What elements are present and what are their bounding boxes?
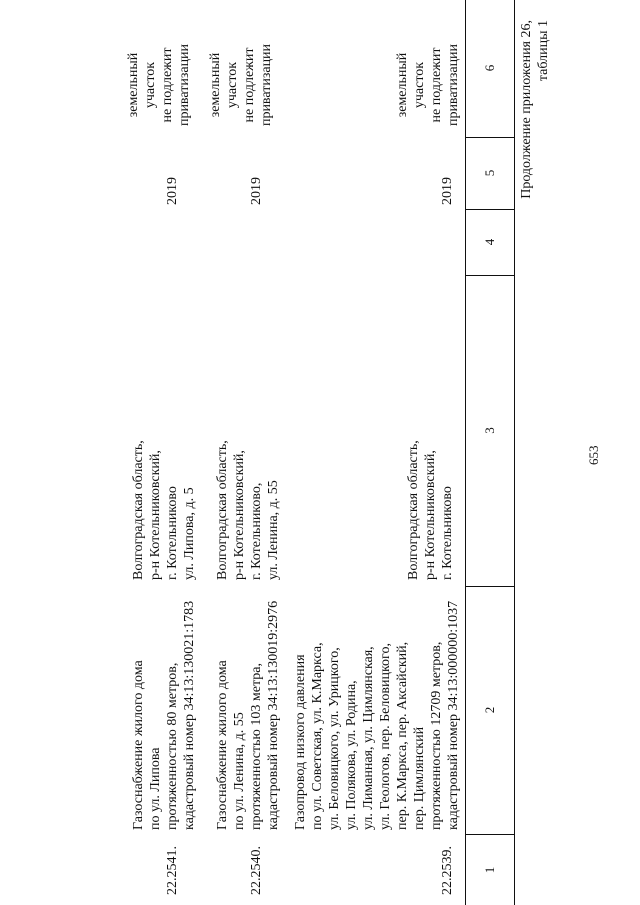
- continuation-line-1: Продолжение приложения 26,: [519, 20, 534, 199]
- header-col-2: 2: [466, 586, 514, 835]
- row-number: 22.2541.: [165, 846, 180, 895]
- year: 2019: [249, 177, 264, 205]
- object-address: Волгоградская область, р-н Котельниковский, г. Котельниково: [406, 440, 455, 580]
- header-col-6: 6: [466, 0, 514, 138]
- object-description: Газопровод низкого давления по ул. Советская, ул. К.Маркса, ул. Беловицкого, ул. Урицкого, ул. Полякова, ул. Родина, ул. Лиманная, ул. Цимлянская, ул. Геологов, пер. Беловицкого, пер. К.Маркса, пер. Аксайский, пер. Цимлянский протяженностью 12709 метров, кадастровый номер 34:13:000000:1037: [293, 600, 461, 830]
- year: 2019: [165, 177, 180, 205]
- object-description: Газоснабжение жилого дома по ул. Ленина, д. 55 протяженностью 103 метра, кадастровый номер 34:13:130019:2976: [215, 600, 281, 830]
- row-number: 22.2540.: [249, 846, 264, 895]
- year: 2019: [440, 177, 455, 205]
- header-col-3: 3: [466, 275, 514, 587]
- continuation-heading: [518, 20, 552, 420]
- table-row: [112, 0, 197, 905]
- header-col-4: 4: [466, 209, 514, 276]
- object-address: Волгоградская область, р-н Котельниковский, г. Котельниково ул. Липова, д. 5: [131, 440, 197, 580]
- land-note: земельный участок не подлежит приватизации: [126, 43, 192, 127]
- continuation-line-2: таблицы 1: [536, 20, 551, 82]
- table-row: [292, 0, 462, 905]
- object-address: Волгоградская область, р-н Котельниковский, г. Котельниково, ул. Ленина, д. 55: [215, 440, 281, 580]
- land-note: земельный участок не подлежит приватизации: [395, 43, 461, 127]
- table-header: [465, 0, 515, 905]
- table-row: [192, 0, 282, 905]
- row-number: 22.2539.: [440, 846, 455, 895]
- object-description: Газоснабжение жилого дома по ул. Липова протяженностью 80 метров, кадастровый номер 34:13:130021:1783: [131, 600, 197, 830]
- page-number: 653: [586, 445, 601, 465]
- header-col-5: 5: [466, 137, 514, 210]
- header-col-1: 1: [482, 866, 497, 874]
- land-note: земельный участок не подлежит приватизации: [208, 43, 274, 127]
